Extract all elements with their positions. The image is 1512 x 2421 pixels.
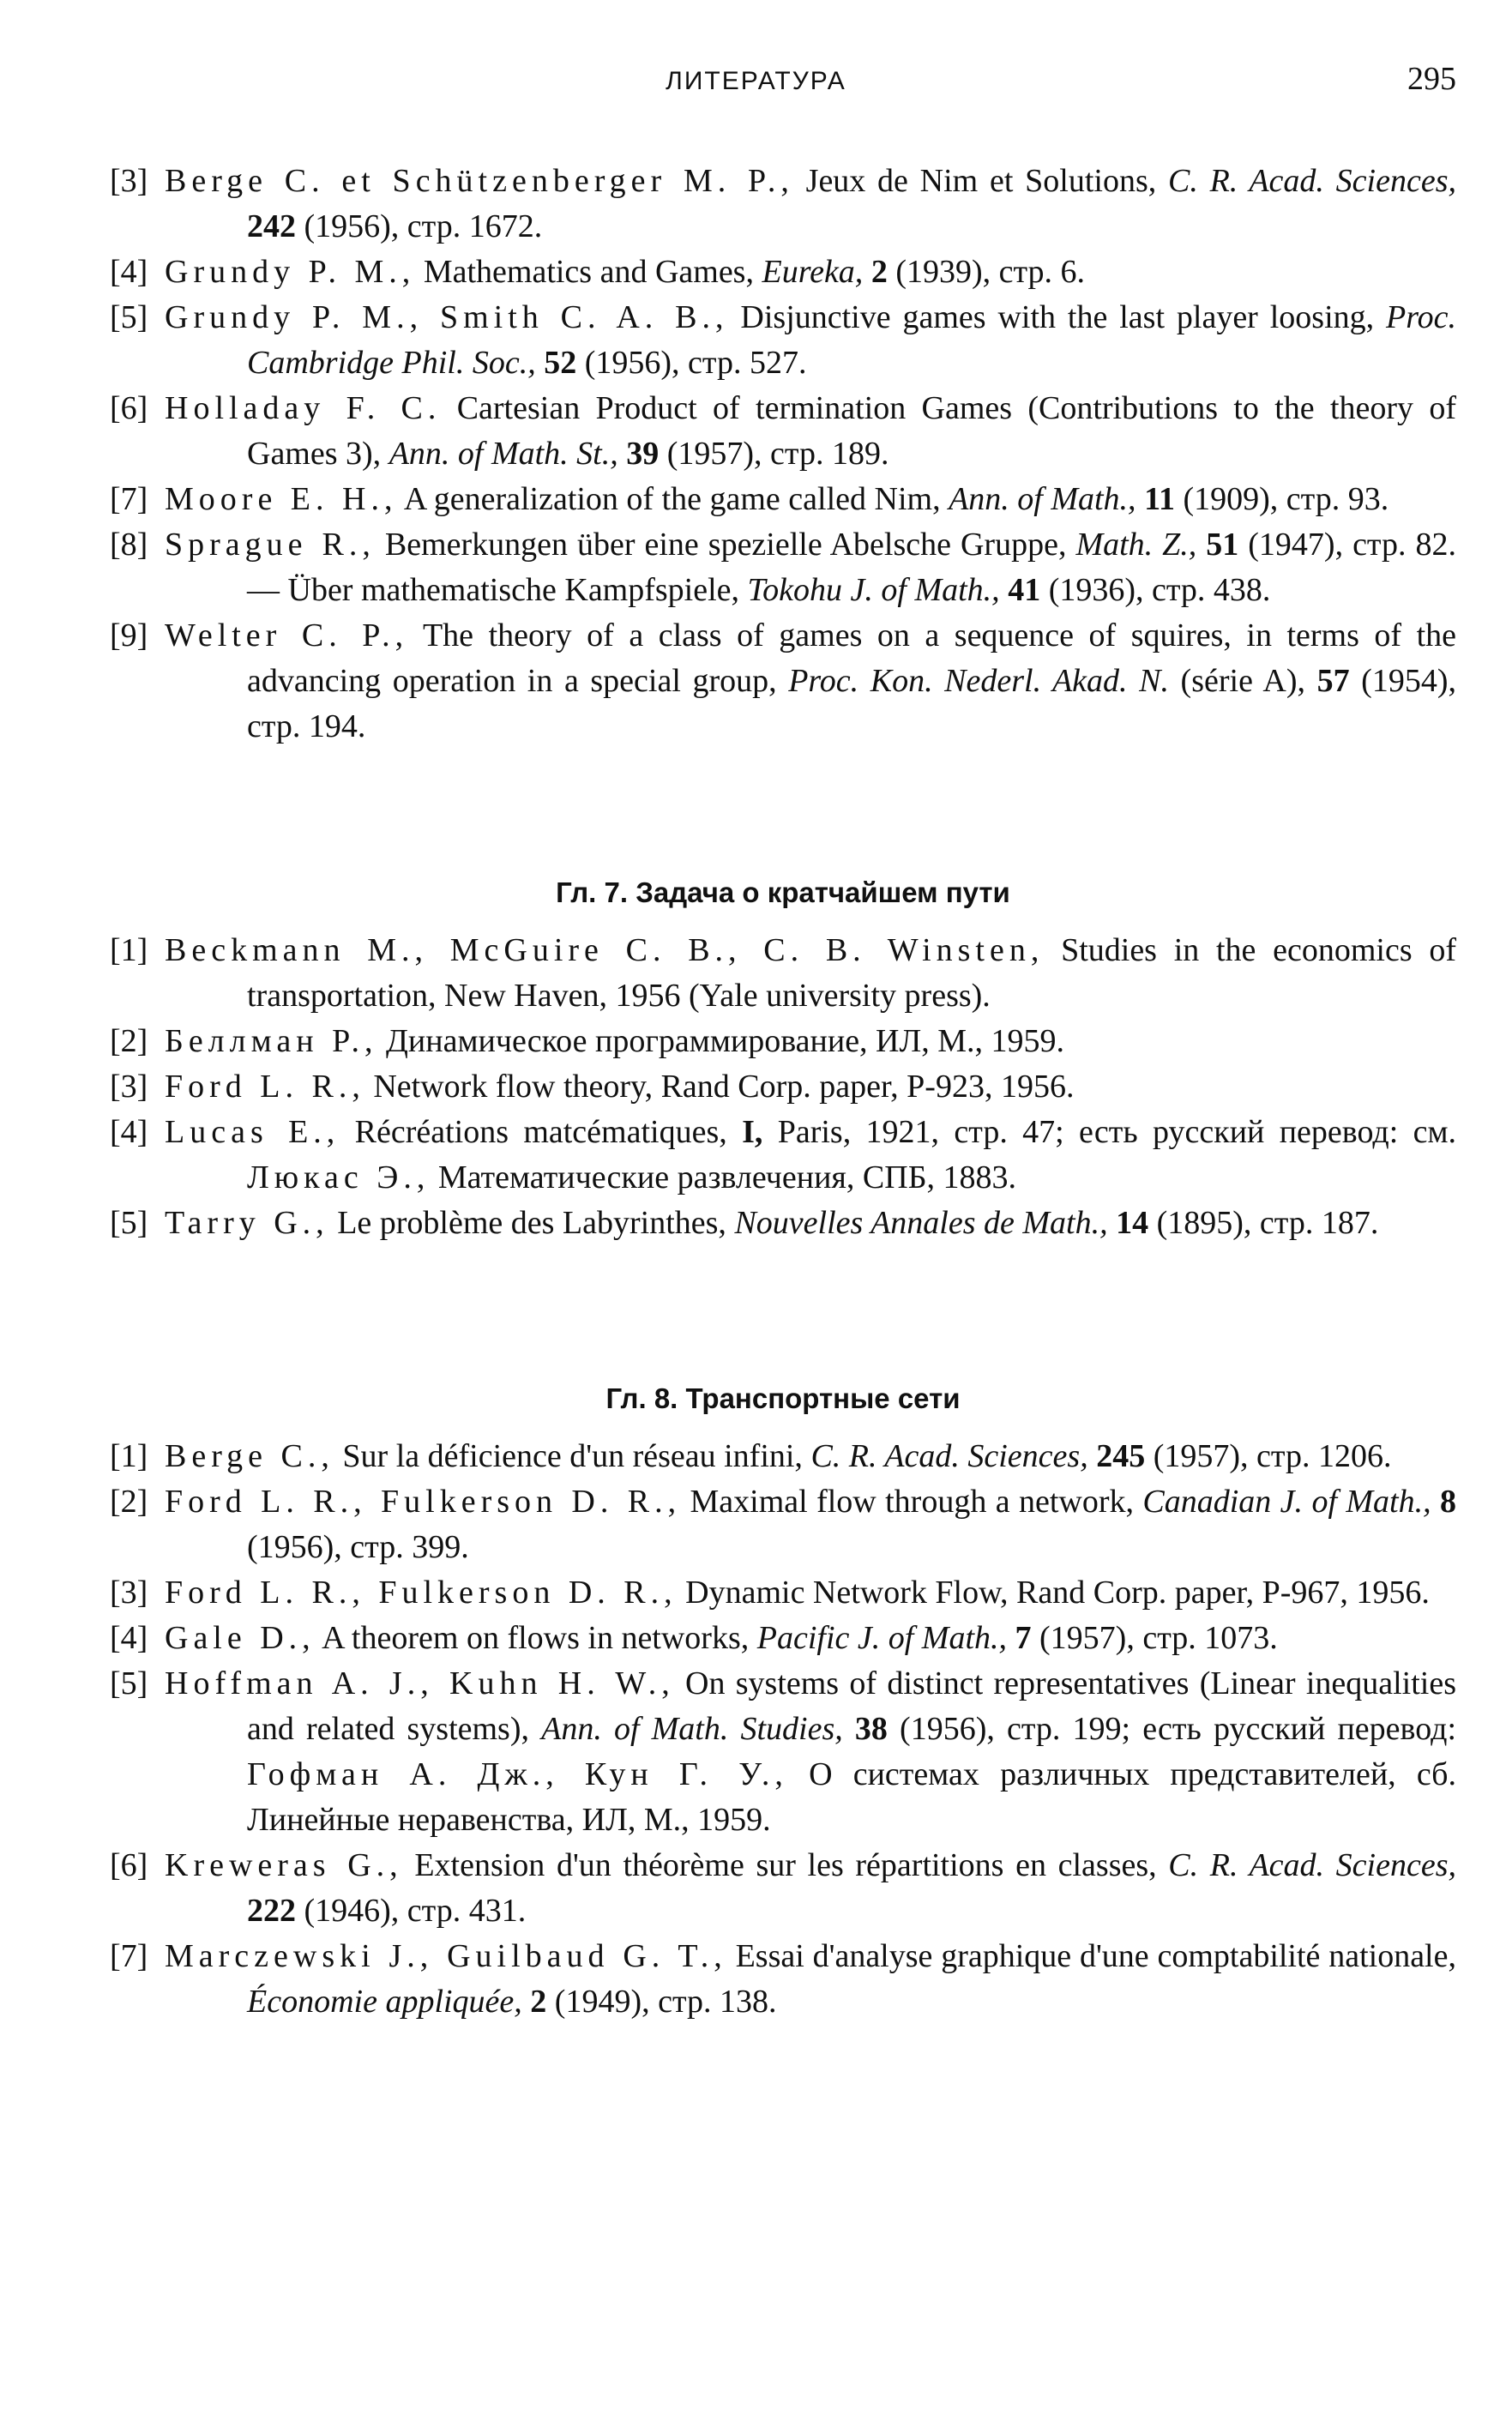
reference-text [165,1479,1456,1570]
reference-fragment: A generalization of the game called Nim, [397,481,949,517]
reference-journal: C. R. Acad. Sciences, [810,1438,1088,1474]
reference-volume: I, [742,1114,763,1150]
reference-authors: Gale D., [165,1620,316,1656]
bibliography-section-shortest-path [110,876,1456,1246]
reference-fragment: (1949), стр. 138. [546,1984,777,2020]
reference-volume: 242 [247,208,296,244]
page-number: 295 [1407,61,1456,97]
reference-journal: C. R. Acad. Sciences, [1168,1847,1456,1883]
reference-entry [110,613,1456,750]
reference-entry [110,1661,1456,1843]
reference-text [165,1110,1456,1201]
reference-fragment: (1957), стр. 1206. [1145,1438,1392,1474]
reference-volume: 51 [1196,527,1239,563]
reference-text [165,1201,1456,1246]
reference-fragment: (1956), стр. 1672. [296,208,543,244]
reference-number: [5] [110,1205,148,1241]
reference-text [165,159,1456,250]
reference-entry [110,386,1456,477]
reference-entry [110,1019,1456,1064]
reference-fragment: Récréations matcématiques, [340,1114,743,1150]
reference-fragment: О системах различных представителей, сб. Линейные неравенства, ИЛ, М., 1959. [247,1756,1456,1838]
reference-journal: Tokohu J. of Math., [747,572,1000,608]
reference-authors: Beckmann M., McGuire C. B., C. B. Winsten, [165,932,1045,968]
reference-fragment: (1947), стр. 82. — Über mathematische Kampfspiele, [247,527,1456,608]
reference-authors: Moore E. H., [165,481,398,517]
reference-text [165,1570,1456,1616]
reference-fragment: Essai d'analyse graphique d'une comptabilité nationale, [726,1938,1456,1974]
reference-fragment: Mathematics and Games, [415,254,762,290]
reference-volume: 14 [1107,1205,1149,1241]
reference-journal: Nouvelles Annales de Math., [734,1205,1108,1241]
reference-number: [9] [110,617,148,653]
reference-text [165,477,1456,522]
reference-journal: Ann. of Math., [949,481,1136,517]
reference-fragment: Sur la déficience d'un réseau infini, [334,1438,811,1474]
reference-fragment: Maximal flow through a network, [681,1484,1143,1520]
reference-entry [110,1110,1456,1201]
reference-journal: Proc. Kon. Nederl. Akad. N. [788,663,1169,699]
reference-fragment: Dynamic Network Flow, Rand Corp. paper, P-967, 1956. [677,1575,1430,1611]
reference-number: [7] [110,1938,148,1974]
reference-fragment: (1895), стр. 187. [1148,1205,1379,1241]
reference-volume: 245 [1087,1438,1146,1474]
reference-fragment: Математические развлечения, СПБ, 1883. [430,1159,1017,1195]
reference-fragment: (1909), стр. 93. [1174,481,1389,517]
reference-fragment: Paris, 1921, стр. 47; есть русский перевод: см. [762,1114,1456,1150]
running-title: ЛИТЕРАТУРА [666,67,846,95]
reference-entry [110,1843,1456,1934]
reference-entry [110,1616,1456,1661]
reference-entry [110,1434,1456,1479]
reference-fragment: (1956), стр. 199; есть русский перевод: [887,1711,1457,1747]
reference-volume: 57 [1316,663,1350,699]
reference-journal: Ann. of Math. St., [389,436,618,472]
bibliography-section-games [110,159,1456,750]
reference-journal: Canadian J. of Math., [1142,1484,1431,1520]
reference-fragment: Disjunctive games with the last player loosing, [728,299,1387,335]
reference-journal: C. R. Acad. Sciences, [1167,163,1456,199]
reference-fragment: Jeux de Nim et Solutions, [793,163,1168,199]
section-heading: Гл. 7. Задача о кратчайшем пути [556,876,1010,908]
running-header [0,60,1512,111]
reference-entry [110,522,1456,613]
reference-authors: Беллман Р., [165,1023,378,1059]
reference-entry [110,1064,1456,1110]
reference-text [165,250,1456,295]
reference-volume: 2 [863,254,888,290]
reference-fragment: Динамическое программирование, ИЛ, М., 1959. [377,1023,1065,1059]
reference-authors: Kreweras G., [165,1847,403,1883]
reference-authors: Welter C. P., [165,617,409,653]
reference-number: [2] [110,1484,148,1520]
reference-entry [110,928,1456,1019]
reference-entry [110,1934,1456,2025]
reference-text [165,1616,1456,1661]
reference-entry [110,477,1456,522]
reference-authors: Hoffman A. J., Kuhn H. W., [165,1665,675,1701]
reference-fragment: Studies in the economics of transportation, New Haven, 1956 (Yale university press). [247,932,1456,1014]
reference-journal: Eureka, [762,254,864,290]
reference-volume: 41 [999,572,1041,608]
reference-authors: Lucas E., [165,1114,340,1150]
reference-number: [5] [110,1665,148,1701]
reference-number: [6] [110,1847,148,1883]
reference-text [165,386,1456,477]
reference-authors: Holladay F. C. [165,390,442,426]
reference-volume: 52 [535,345,577,381]
reference-text [165,1843,1456,1934]
reference-number: [1] [110,1438,148,1474]
reference-authors: Ford L. R., [165,1069,365,1105]
reference-authors: Ford L. R., Fulkerson D. R., [165,1575,678,1611]
reference-volume: 39 [617,436,660,472]
bibliography-section-transport-networks [110,1382,1456,2025]
reference-fragment: Extension d'un théorème sur les répartitions en classes, [402,1847,1169,1883]
reference-authors: Berge C., [165,1438,334,1474]
reference-number: [3] [110,163,148,199]
reference-fragment: (1957), стр. 189. [659,436,889,472]
reference-volume: 11 [1136,481,1175,517]
reference-fragment: (1957), стр. 1073. [1031,1620,1278,1656]
reference-fragment: Cartesian Product of termination Games (Contributions to the theory of Games 3), [247,390,1457,472]
reference-number: [1] [110,932,148,968]
reference-fragment: Network flow theory, Rand Corp. paper, P-923, 1956. [364,1069,1075,1105]
reference-fragment: The theory of a class of games on a sequence of squires, in terms of the advancing operation in a special group, [247,617,1457,699]
reference-volume: 38 [842,1711,888,1747]
reference-fragment: Le problème des Labyrinthes, [328,1205,735,1241]
reference-entry [110,159,1456,250]
reference-fragment: (série A), [1168,663,1317,699]
reference-volume: 7 [1007,1620,1032,1656]
reference-text [165,295,1456,386]
reference-number: [8] [110,527,148,563]
reference-text [165,613,1456,750]
section-heading: Гл. 8. Транспортные сети [605,1382,961,1414]
reference-number: [6] [110,390,148,426]
reference-text [165,1434,1456,1479]
reference-fragment: (1946), стр. 431. [296,1893,527,1929]
reference-fragment: (1954), стр. 194. [247,663,1456,744]
reference-number: [4] [110,1114,148,1150]
reference-number: [2] [110,1023,148,1059]
reference-authors: Sprague R., [165,527,376,563]
reference-authors: Ford L. R., Fulkerson D. R., [165,1484,682,1520]
reference-text [165,1064,1456,1110]
reference-entry [110,250,1456,295]
reference-authors: Гофман А. Дж., Кун Г. У., [247,1756,788,1792]
reference-journal: Pacific J. of Math., [756,1620,1008,1656]
reference-journal: Économie appliquée, [247,1984,522,2020]
reference-text [165,928,1456,1019]
reference-number: [4] [110,1620,148,1656]
reference-fragment: (1956), стр. 527. [576,345,807,381]
reference-entry [110,295,1456,386]
reference-fragment: On systems of distinct representatives (Linear inequalities and related systems), [247,1665,1457,1747]
reference-authors: Marczewski J., Guilbaud G. T., [165,1938,727,1974]
reference-fragment: (1956), стр. 399. [247,1529,469,1565]
reference-fragment: A theorem on flows in networks, [315,1620,757,1656]
reference-entry [110,1570,1456,1616]
reference-journal: Math. Z., [1075,527,1197,563]
reference-text [165,1934,1456,2025]
reference-journal: Proc. Cambridge Phil. Soc., [247,299,1456,381]
reference-journal: Ann. of Math. Studies, [541,1711,843,1747]
reference-number: [5] [110,299,148,335]
reference-entry [110,1201,1456,1246]
reference-volume: 222 [247,1893,296,1929]
reference-text [165,1661,1456,1843]
reference-text [165,1019,1456,1064]
reference-fragment: Bemerkungen über eine spezielle Abelsche Gruppe, [375,527,1076,563]
reference-number: [3] [110,1069,148,1105]
reference-entry [110,1479,1456,1570]
reference-text [165,522,1456,613]
reference-fragment: (1939), стр. 6. [887,254,1086,290]
reference-number: [4] [110,254,148,290]
reference-authors: Люкас Э., [247,1159,431,1195]
reference-authors: Berge C. et Schützenberger M. P., [165,163,794,199]
reference-authors: Grundy P. M., Smith C. A. B., [165,299,729,335]
reference-volume: 2 [521,1984,547,2020]
reference-authors: Grundy P. M., [165,254,416,290]
reference-fragment: (1936), стр. 438. [1040,572,1271,608]
reference-number: [3] [110,1575,148,1611]
reference-authors: Tarry G., [165,1205,329,1241]
reference-number: [7] [110,481,148,517]
reference-volume: 8 [1431,1484,1456,1520]
